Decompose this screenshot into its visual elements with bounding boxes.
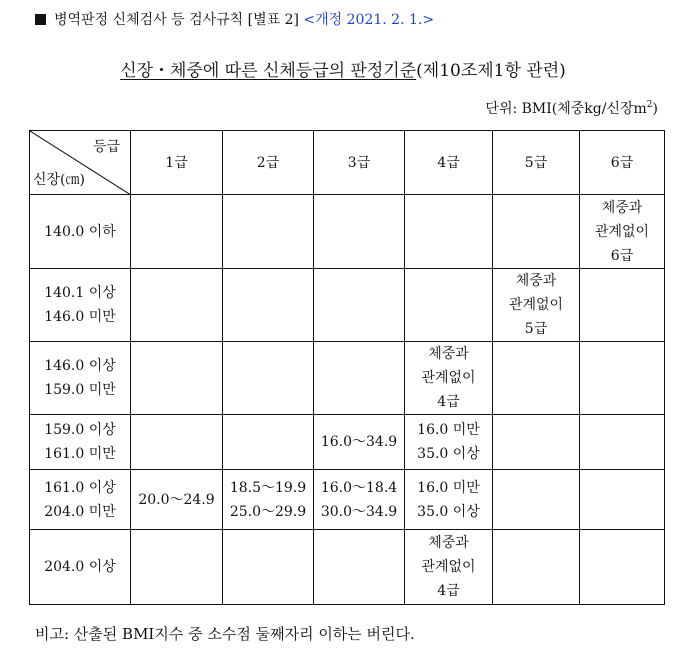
bmi-cell-grade-3: 16.0～18.4 30.0～34.9 bbox=[314, 470, 405, 530]
table-title bbox=[0, 56, 686, 81]
bmi-cell-grade-1: 20.0～24.9 bbox=[131, 470, 223, 530]
bmi-cell-grade-4 bbox=[405, 269, 493, 342]
square-bullet-icon bbox=[35, 14, 46, 25]
bmi-cell-grade-2 bbox=[223, 342, 314, 415]
bmi-cell-grade-5 bbox=[493, 470, 580, 530]
header-row bbox=[30, 131, 665, 195]
grade-criteria-table bbox=[29, 130, 665, 605]
grade-header-4: 4급 bbox=[405, 131, 493, 195]
grade-header-5: 5급 bbox=[493, 131, 580, 195]
table-row bbox=[30, 195, 665, 269]
table-title-suffix: (제10조제1항 관련) bbox=[416, 61, 566, 81]
bmi-cell-grade-6 bbox=[580, 415, 665, 470]
bmi-cell-grade-4: 체중과 관계없이 4급 bbox=[405, 342, 493, 415]
bmi-cell-grade-1 bbox=[131, 269, 223, 342]
amendment-date: <개정 2021. 2. 1.> bbox=[303, 12, 435, 28]
corner-height-label: 신장(㎝) bbox=[33, 172, 85, 188]
unit-label: 단위: BMI(체중kg/신장$m^2$) bbox=[485, 100, 658, 117]
bmi-cell-grade-4: 16.0 미만 35.0 이상 bbox=[405, 470, 493, 530]
height-range-cell: 140.1 이상 146.0 미만 bbox=[30, 269, 131, 342]
table-row bbox=[30, 342, 665, 415]
table-row bbox=[30, 269, 665, 342]
corner-grade-label: 등급 bbox=[92, 139, 120, 155]
bmi-cell-grade-3 bbox=[314, 195, 405, 269]
bmi-cell-grade-4: 16.0 미만 35.0 이상 bbox=[405, 415, 493, 470]
bmi-cell-grade-5 bbox=[493, 415, 580, 470]
bmi-cell-grade-5 bbox=[493, 195, 580, 269]
grade-header-1: 1급 bbox=[131, 131, 223, 195]
bmi-cell-grade-1 bbox=[131, 195, 223, 269]
table-row bbox=[30, 470, 665, 530]
bmi-cell-grade-6: 체중과 관계없이 6급 bbox=[580, 195, 665, 269]
bmi-cell-grade-1 bbox=[131, 342, 223, 415]
regulation-name: 병역판정 신체검사 등 검사규칙 [별표 2] bbox=[54, 12, 299, 28]
grade-header-6: 6급 bbox=[580, 131, 665, 195]
bmi-cell-grade-2 bbox=[223, 415, 314, 470]
bmi-cell-grade-6 bbox=[580, 530, 665, 605]
bmi-cell-grade-6 bbox=[580, 269, 665, 342]
bmi-cell-grade-2 bbox=[223, 195, 314, 269]
bmi-cell-grade-4 bbox=[405, 195, 493, 269]
table-title-main: 신장・체중에 따른 신체등급의 판정기준 bbox=[120, 61, 417, 81]
height-range-cell: 146.0 이상 159.0 미만 bbox=[30, 342, 131, 415]
grade-header-3: 3급 bbox=[314, 131, 405, 195]
height-range-cell: 161.0 이상 204.0 미만 bbox=[30, 470, 131, 530]
bmi-cell-grade-5 bbox=[493, 342, 580, 415]
bmi-cell-grade-5 bbox=[493, 530, 580, 605]
corner-cell bbox=[30, 131, 131, 195]
table-row bbox=[30, 415, 665, 470]
bmi-cell-grade-3 bbox=[314, 269, 405, 342]
table-row bbox=[30, 530, 665, 605]
height-range-cell: 140.0 이하 bbox=[30, 195, 131, 269]
bmi-cell-grade-6 bbox=[580, 470, 665, 530]
grade-header-2: 2급 bbox=[223, 131, 314, 195]
regulation-header bbox=[35, 9, 434, 29]
bmi-cell-grade-3 bbox=[314, 342, 405, 415]
bmi-cell-grade-3: 16.0～34.9 bbox=[314, 415, 405, 470]
bmi-cell-grade-4: 체중과 관계없이 4급 bbox=[405, 530, 493, 605]
bmi-cell-grade-2: 18.5～19.9 25.0～29.9 bbox=[223, 470, 314, 530]
bmi-cell-grade-1 bbox=[131, 415, 223, 470]
bmi-cell-grade-5: 체중과 관계없이 5급 bbox=[493, 269, 580, 342]
bmi-cell-grade-2 bbox=[223, 269, 314, 342]
bmi-cell-grade-1 bbox=[131, 530, 223, 605]
bmi-cell-grade-6 bbox=[580, 342, 665, 415]
footnote: 비고: 산출된 BMI지수 중 소수점 둘째자리 이하는 버린다. bbox=[35, 625, 415, 643]
bmi-cell-grade-2 bbox=[223, 530, 314, 605]
height-range-cell: 159.0 이상 161.0 미만 bbox=[30, 415, 131, 470]
bmi-cell-grade-3 bbox=[314, 530, 405, 605]
height-range-cell: 204.0 이상 bbox=[30, 530, 131, 605]
